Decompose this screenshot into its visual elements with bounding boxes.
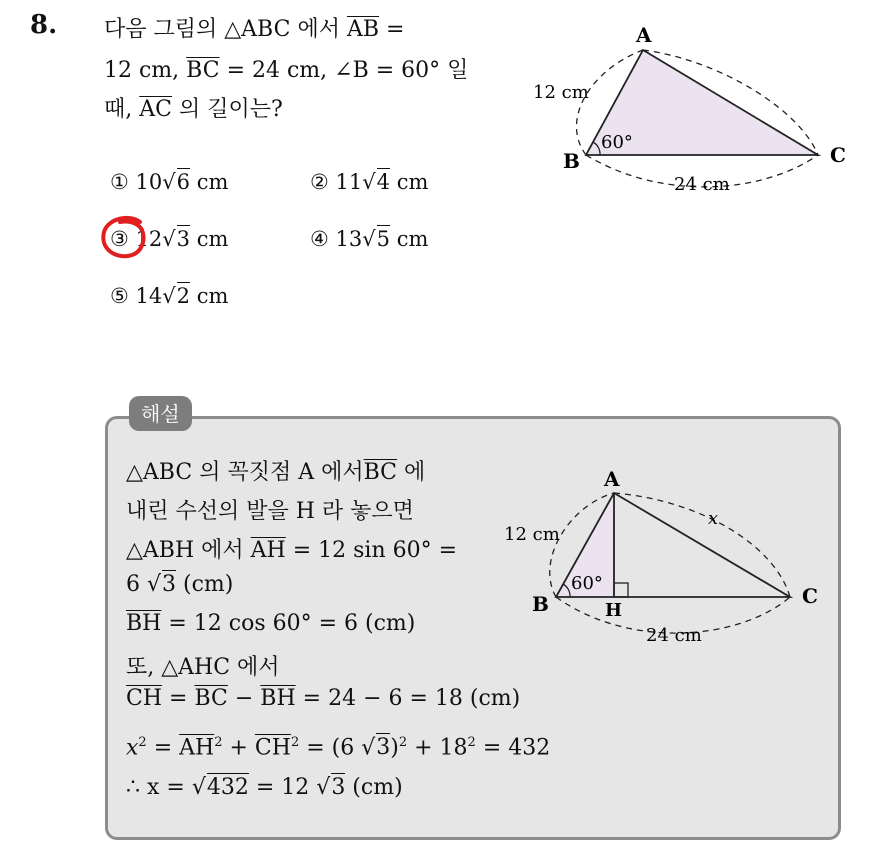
sol-text: (cm) [176,572,234,597]
question-text-2a: 12 cm, [104,58,187,83]
sol-exponent: 2 [290,735,300,750]
s-label-b: B [532,592,549,616]
question-text-3a: 때, [104,97,140,122]
choice-3[interactable]: ③ 12√3 cm [110,227,229,251]
choice-number: ⑤ [110,284,129,308]
s-label-c: C [802,584,818,608]
sol-text: △ABC 의 꼭짓점 A 에서 [126,460,364,485]
solution-line-2: 내린 수선의 발을 H 라 놓으면 [126,499,414,524]
choice-radicand: 5 [376,227,391,251]
s-label-angle: 60° [571,573,603,594]
sol-segment-bc: $\overline{BC}$ [363,460,398,485]
sol-exponent: 2 [398,735,408,750]
choice-radicand: 6 [176,170,191,194]
solution-line-4: 6 √3 (cm) [126,572,234,597]
choice-coef: 14 [135,284,163,308]
question-number: 8. [30,10,58,40]
choice-4[interactable]: ④ 13√5 cm [310,227,429,251]
sol-segment-ah: $\overline{AH}$ [179,735,215,761]
sol-segment-ch: $\overline{CH}$ [126,686,163,711]
s-label-x: x [708,508,719,529]
segment-ac: $\overline{AC}$ [139,97,172,122]
q-label-ab: 12 cm [533,82,589,103]
choice-coef: 11 [335,170,363,194]
choice-unit: cm [396,170,429,194]
sol-text: = [162,686,195,711]
sol-text: + [222,735,255,761]
sol-text: △ABH 에서 [126,538,251,563]
sol-text: − [227,686,261,711]
choice-number: ③ [110,227,129,251]
choice-unit: cm [196,227,229,251]
question-text-1a: 다음 그림의 △ABC 에서 [104,17,347,42]
sol-text: ∴ x = [126,775,192,800]
choice-coef: 10 [135,170,163,194]
choice-1[interactable]: ① 10√6 cm [110,170,229,194]
s-label-ab: 12 cm [504,524,560,545]
sol-text: 에 [397,460,426,485]
choice-number: ① [110,170,129,194]
sol-text: = [146,735,180,761]
solution-tag: 해설 [129,396,192,431]
solution-line-6: 또, △AHC 에서 [126,655,280,680]
q-label-bc: 24 cm [674,174,730,195]
choice-unit: cm [196,284,229,308]
sol-segment-bh: $\overline{BH}$ [126,611,162,636]
sol-radicand: 3 [162,572,177,597]
sol-radicand: 432 [206,775,249,800]
sol-segment-ah: $\overline{AH}$ [250,538,286,563]
choice-unit: cm [196,170,229,194]
sol-text: 6 [126,572,147,597]
s-label-a: A [604,467,620,491]
solution-line-9: ∴ x = √432 = 12 √3 (cm) [126,775,403,800]
sol-radicand: 3 [331,775,346,800]
choice-radicand: 2 [176,284,191,308]
sol-exponent: 2 [467,735,476,750]
sol-text: = 432 [475,735,551,761]
choice-radicand: 3 [176,227,191,251]
sol-text: = 12 [248,775,317,800]
sol-text: = 24 − 6 = 18 (cm) [295,686,521,711]
right-angle-mark [614,583,628,597]
solution-line-8: $x^2 = \overline{AH}^2 + \overline{CH}^2 = (6$ $√3)^2 + 18^2 = 432$ [126,735,551,761]
sol-var-x: x [126,735,139,761]
q-label-angle: 60° [601,132,633,153]
sol-text: (cm) [345,775,403,800]
segment-bc: $\overline{BC}$ [186,58,220,83]
q-label-c: C [830,143,846,167]
choice-radicand: 4 [376,170,391,194]
sol-text: = 12 sin 60° = [285,538,458,563]
sol-text: = 12 cos 60° = 6 (cm) [161,611,416,636]
question-text-3b: 의 길이는? [171,97,283,122]
sol-text: + 18 [407,735,468,761]
choice-number: ② [310,170,329,194]
sol-segment-ch: $\overline{CH}$ [254,735,291,761]
sol-segment-bc: $\overline{BC}$ [194,686,228,711]
q-label-b: B [563,149,580,173]
choice-2[interactable]: ② 11√4 cm [310,170,429,194]
question-eq: = [379,17,405,42]
sol-text: = (6 [299,735,362,761]
choice-number: ④ [310,227,329,251]
s-label-bc: 24 cm [646,625,702,646]
s-label-h: H [605,600,623,621]
sol-radicand: 3 [376,735,391,761]
question-text-2b: = 24 cm, ∠B = 60° 일 [219,58,469,83]
sol-segment-bh: $\overline{BH}$ [260,686,296,711]
choice-coef: 12 [135,227,163,251]
sol-text: ) [390,735,399,761]
choice-coef: 13 [335,227,363,251]
segment-ab: $\overline{AB}$ [346,17,380,42]
choice-5[interactable]: ⑤ 14√2 cm [110,284,229,308]
choice-unit: cm [396,227,429,251]
sol-exponent: 2 [214,735,223,750]
q-label-a: A [636,23,652,47]
sol-exponent: 2 [138,735,147,750]
